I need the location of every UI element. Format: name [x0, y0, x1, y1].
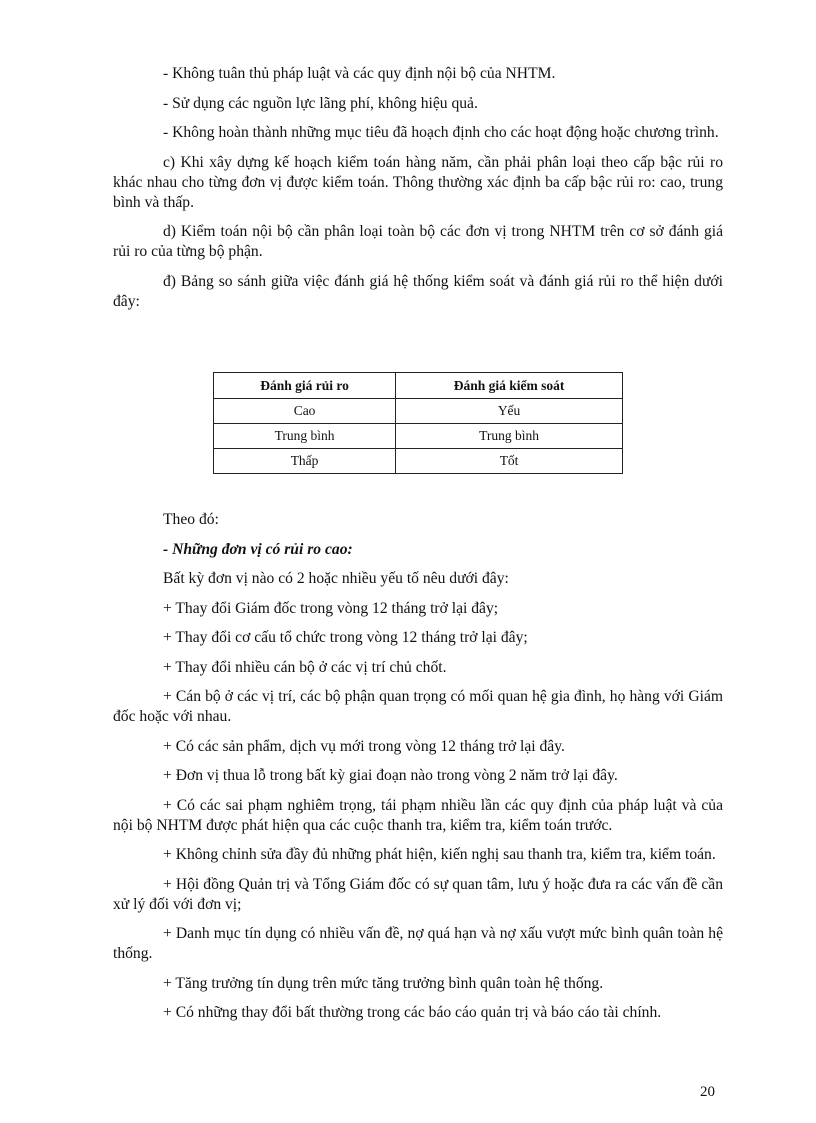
section-heading: - Những đơn vị có rủi ro cao: [163, 540, 353, 558]
table-row [214, 424, 623, 449]
comparison-table [213, 372, 623, 474]
factor-item: + Tăng trưởng tín dụng trên mức tăng trưởng bình quân toàn hệ thống. [163, 974, 604, 992]
paragraph-dd: đ) Bảng so sánh giữa việc đánh giá hệ thống kiểm soát và đánh giá rủi ro thể hiện dưới đây: [113, 272, 723, 310]
factor-item: + Có các sai phạm nghiêm trọng, tái phạm nhiều lần các quy định của pháp luật và của nội bộ NHTM được phát hiện qua các cuộc thanh tra, kiểm tra, kiểm toán trước. [113, 796, 723, 834]
table-header-control: Đánh giá kiểm soát [396, 373, 623, 399]
factor-item: + Cán bộ ở các vị trí, các bộ phận quan trọng có mối quan hệ gia đình, họ hàng với Giám đốc hoặc với nhau. [113, 688, 723, 725]
paragraph-bullet-2: - Sử dụng các nguồn lực lãng phí, không hiệu quả. [163, 94, 478, 112]
lead-in-text: Theo đó: [163, 511, 219, 528]
paragraph-bullet-1: - Không tuân thủ pháp luật và các quy định nội bộ của NHTM. [163, 65, 556, 82]
table-cell: Cao [214, 399, 396, 424]
table-cell: Tốt [396, 449, 623, 474]
table-row [214, 449, 623, 474]
table-cell: Thấp [214, 449, 396, 474]
factor-item: + Thay đổi Giám đốc trong vòng 12 tháng trở lại đây; [163, 599, 499, 617]
factor-item: + Hội đồng Quản trị và Tổng Giám đốc có sự quan tâm, lưu ý hoặc đưa ra các vấn đề cần xử lý đối với đơn vị; [113, 875, 723, 913]
document-body [113, 64, 723, 312]
intro-text: Bất kỳ đơn vị nào có 2 hoặc nhiều yếu tố nêu dưới đây: [163, 570, 509, 587]
table-cell: Trung bình [214, 424, 396, 449]
factor-item: + Thay đổi cơ cấu tổ chức trong vòng 12 tháng trở lại đây; [163, 629, 528, 646]
paragraph-d: d) Kiểm toán nội bộ cần phân loại toàn bộ các đơn vị trong NHTM trên cơ sở đánh giá rủi ro của từng bộ phận. [113, 223, 723, 260]
factor-item: + Đơn vị thua lỗ trong bất kỳ giai đoạn nào trong vòng 2 năm trở lại đây. [163, 767, 618, 784]
table-row [214, 399, 623, 424]
factor-item: + Có những thay đổi bất thường trong các báo cáo quản trị và báo cáo tài chính. [163, 1004, 662, 1021]
paragraph-bullet-3: - Không hoàn thành những mục tiêu đã hoạch định cho các hoạt động hoặc chương trình. [163, 124, 719, 141]
table-header-risk: Đánh giá rủi ro [214, 373, 396, 399]
table-cell: Trung bình [396, 424, 623, 449]
factor-item: + Có các sản phẩm, dịch vụ mới trong vòng 12 tháng trở lại đây. [163, 737, 565, 755]
comparison-table-wrapper [213, 372, 623, 474]
paragraph-c: c) Khi xây dựng kế hoạch kiểm toán hàng năm, cần phải phân loại theo cấp bậc rủi ro khác nhau cho từng đơn vị được kiểm toán. Thông thường xác định ba cấp bậc rủi ro: cao, trung bình và thấp. [113, 153, 723, 211]
table-cell: Yếu [396, 399, 623, 424]
factor-item: + Thay đổi nhiều cán bộ ở các vị trí chủ chốt. [163, 658, 447, 676]
high-risk-section [113, 510, 723, 1023]
page-number: 20 [700, 1084, 715, 1100]
table-header-row [214, 373, 623, 399]
factor-item: + Không chỉnh sửa đầy đủ những phát hiện, kiến nghị sau thanh tra, kiểm tra, kiểm toán. [163, 846, 716, 863]
factor-item: + Danh mục tín dụng có nhiều vấn đề, nợ quá hạn và nợ xấu vượt mức bình quân toàn hệ thống. [113, 925, 723, 962]
